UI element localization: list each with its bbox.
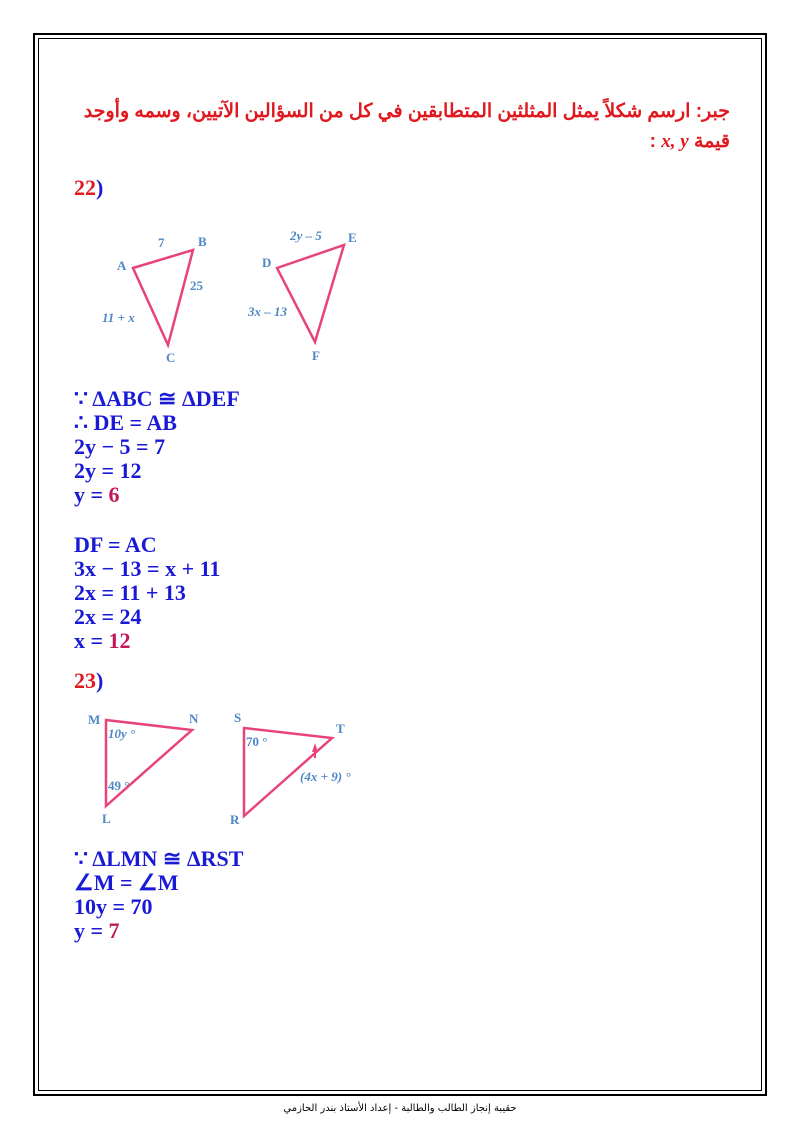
question-23-number: 23) xyxy=(74,668,104,693)
side-de-label: 2y – 5 xyxy=(290,228,322,243)
figure-23 xyxy=(84,708,374,833)
heading-vars: x, y xyxy=(661,131,689,152)
vertex-m-label: M xyxy=(88,712,101,727)
side-ac-label: 11 + x xyxy=(102,310,135,325)
vertex-a-label: A xyxy=(117,258,127,273)
equation-line: ∵ ΔABC ≅ ΔDEF xyxy=(74,386,240,411)
equation-line-answer: y = 7 xyxy=(74,918,120,943)
vertex-e-label: E xyxy=(348,230,357,245)
x-answer: 12 xyxy=(108,628,131,653)
heading-line-1: جبر: ارسم شكلاً يمثل المثلثين المتطابقين في كل من السؤالين الآتيين، وسمه وأوجد xyxy=(83,101,730,122)
angle-m-label: 10y ° xyxy=(108,726,136,741)
vertex-r-label: R xyxy=(230,812,240,827)
vertex-b-label: B xyxy=(198,234,207,249)
heading-prefix: قيمة xyxy=(694,131,730,152)
equation-line: ∵ ΔLMN ≅ ΔRST xyxy=(74,846,244,871)
equation-line: 10y = 70 xyxy=(74,894,153,919)
equation-line: 2x = 11 + 13 xyxy=(74,580,186,605)
angle-t-label: (4x + 9) ° xyxy=(300,769,351,784)
vertex-l-label: L xyxy=(102,811,111,826)
equation-line-answer: y = 6 xyxy=(74,482,120,507)
question-22-number: 22) xyxy=(74,175,104,200)
q22-solution-y xyxy=(74,387,240,507)
page-footer: حقيبة إنجاز الطالب والطالبة - إعداد الأستاذ بندر الحازمي xyxy=(283,1103,517,1114)
angle-s-label: 70 ° xyxy=(246,734,268,749)
side-df-label: 3x – 13 xyxy=(248,304,287,319)
heading-suffix: : xyxy=(649,131,656,152)
y-answer-23: 7 xyxy=(108,918,120,943)
y-answer: 6 xyxy=(108,482,120,507)
equation-line: 2y − 5 = 7 xyxy=(74,434,166,459)
q22-solution-x xyxy=(74,533,220,653)
vertex-d-label: D xyxy=(262,255,272,270)
side-bc-label: 25 xyxy=(190,278,203,293)
equation-line: ∴ DE = AB xyxy=(74,410,177,435)
equation-line: 2x = 24 xyxy=(74,604,142,629)
vertex-f-label: F xyxy=(312,348,320,363)
triangle-def xyxy=(277,245,344,342)
equation-line: 2y = 12 xyxy=(74,458,142,483)
problem-heading xyxy=(70,97,730,157)
triangle-abc xyxy=(133,250,193,345)
figure-22 xyxy=(90,225,370,370)
angle-l-label: 49 ° xyxy=(108,778,130,793)
equation-line: DF = AC xyxy=(74,532,157,557)
equation-line: ∠M = ∠M xyxy=(74,870,179,895)
equation-line: 3x − 13 = x + 11 xyxy=(74,556,221,581)
vertex-s-label: S xyxy=(234,710,242,725)
vertex-t-label: T xyxy=(336,721,345,736)
q23-solution xyxy=(74,847,243,943)
side-ab-label: 7 xyxy=(158,235,165,250)
vertex-n-label: N xyxy=(189,711,199,726)
vertex-c-label: C xyxy=(166,350,176,365)
equation-line-answer: x = 12 xyxy=(74,628,131,653)
heading-line-2 xyxy=(70,127,730,157)
